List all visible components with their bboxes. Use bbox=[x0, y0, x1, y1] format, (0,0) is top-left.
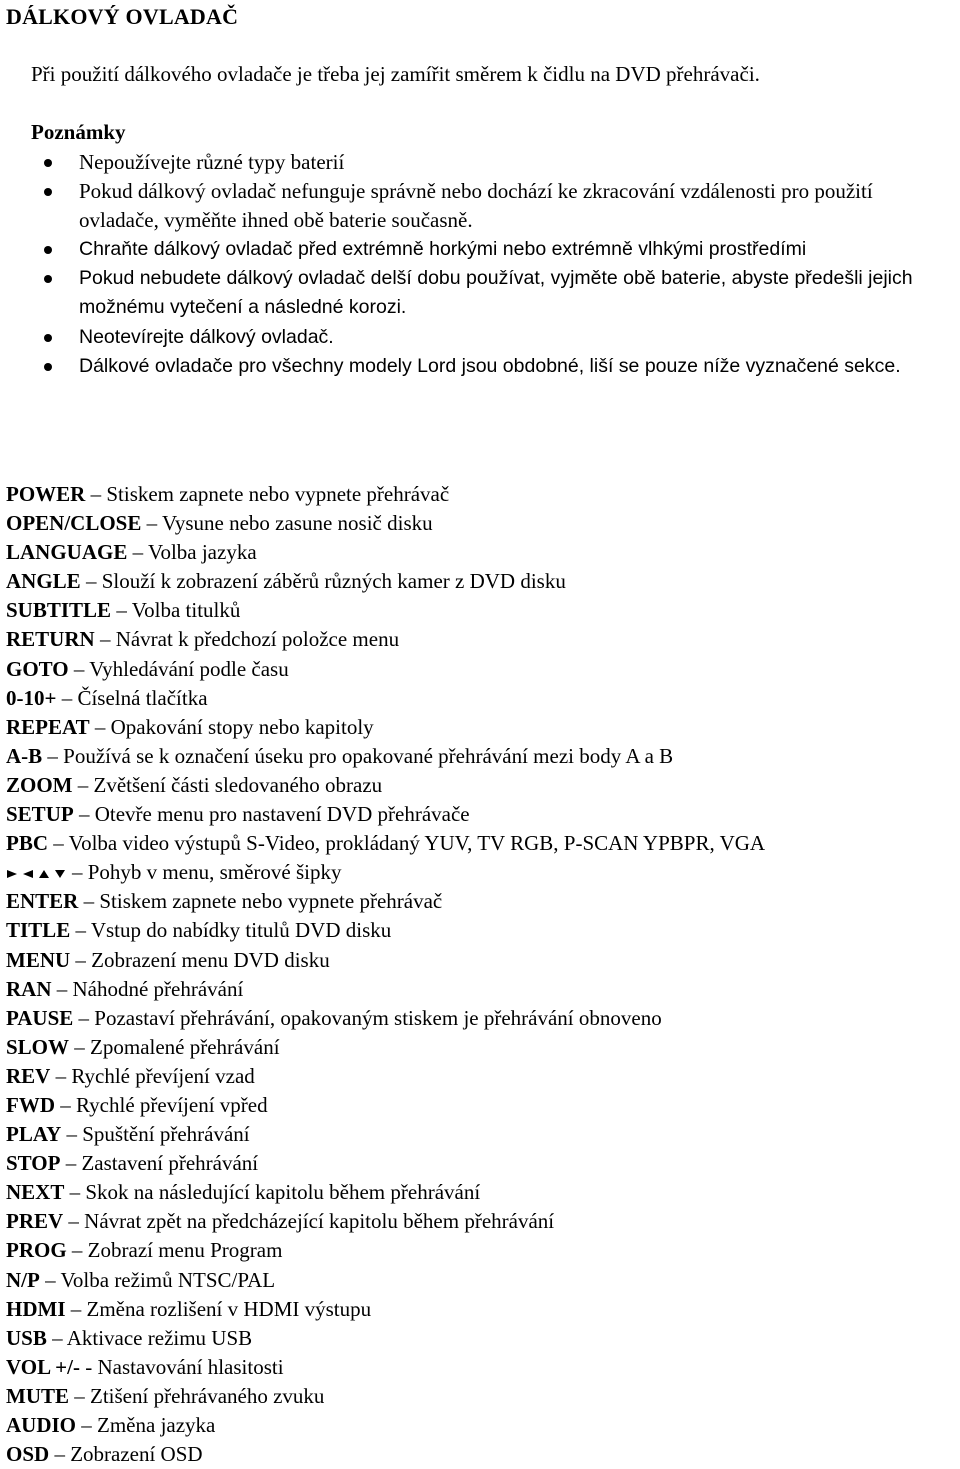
button-key: FWD bbox=[6, 1092, 55, 1117]
bullet-icon bbox=[44, 334, 52, 342]
separator: – bbox=[70, 918, 91, 943]
button-description: Vysune nebo zasune nosič disku bbox=[162, 511, 433, 536]
separator: – bbox=[72, 772, 94, 797]
button-key: NEXT bbox=[6, 1180, 65, 1205]
definition-item bbox=[6, 1295, 956, 1324]
button-key: 0-10+ bbox=[6, 685, 57, 710]
separator: – bbox=[61, 1122, 83, 1147]
separator: – bbox=[111, 598, 132, 623]
note-item bbox=[31, 235, 956, 264]
definition-item bbox=[6, 742, 956, 771]
separator: – bbox=[65, 1296, 87, 1321]
note-item bbox=[31, 323, 956, 352]
note-item bbox=[31, 177, 956, 235]
button-key: REV bbox=[6, 1063, 51, 1088]
button-description: Volba jazyka bbox=[147, 540, 257, 565]
button-description: Ztišení přehrávaného zvuku bbox=[90, 1383, 325, 1408]
definition-item bbox=[6, 1411, 956, 1440]
button-description: Pohyb v menu, směrové šipky bbox=[87, 860, 342, 885]
button-description: Slouží k zobrazení záběrů různých kamer z DVD disku bbox=[101, 569, 566, 594]
button-key: SETUP bbox=[6, 802, 74, 827]
button-key: MUTE bbox=[6, 1383, 69, 1408]
note-text: Neotevírejte dálkový ovladač. bbox=[79, 325, 334, 348]
button-key: VOL +/- bbox=[6, 1354, 80, 1379]
definition-item bbox=[6, 1178, 956, 1207]
separator: - bbox=[79, 1354, 98, 1379]
separator: – bbox=[48, 831, 69, 856]
definition-item bbox=[6, 858, 956, 887]
separator: – bbox=[80, 569, 102, 594]
button-description: Zastavení přehrávání bbox=[81, 1151, 259, 1176]
definition-item bbox=[6, 655, 956, 684]
button-key: REPEAT bbox=[6, 714, 90, 739]
button-key: PAUSE bbox=[6, 1005, 74, 1030]
button-description: Změna rozlišení v HDMI výstupu bbox=[86, 1296, 372, 1321]
separator: – bbox=[73, 802, 95, 827]
definition-item bbox=[6, 771, 956, 800]
separator: – bbox=[50, 1063, 72, 1088]
separator: – bbox=[85, 482, 107, 506]
button-description: Spuštění přehrávání bbox=[82, 1122, 250, 1147]
note-item bbox=[31, 148, 956, 177]
definition-item bbox=[6, 596, 956, 625]
button-description: Otevře menu pro nastavení DVD přehrávače bbox=[94, 802, 470, 827]
definition-item bbox=[6, 1236, 956, 1265]
note-text: Pokud nebudete dálkový ovladač delší dobu používat, vyjměte obě baterie, abyste předešli jejich možnému vytečení a následné korozi. bbox=[79, 267, 913, 319]
button-description: Náhodné přehrávání bbox=[72, 976, 244, 1001]
button-description: Stiskem zapnete nebo vypnete přehrávač bbox=[99, 889, 443, 914]
button-description: Vstup do nabídky titulů DVD disku bbox=[90, 918, 392, 943]
note-text: Chraňte dálkový ovladač před extrémně horkými nebo extrémně vlhkými prostředími bbox=[79, 238, 807, 261]
button-description: Zobrazení OSD bbox=[70, 1442, 203, 1467]
arrow-up-icon bbox=[38, 869, 50, 879]
definition-item bbox=[6, 975, 956, 1004]
button-key: LANGUAGE bbox=[6, 540, 128, 565]
button-description: Změna jazyka bbox=[97, 1413, 216, 1437]
button-description: Zobrazí menu Program bbox=[87, 1238, 283, 1263]
button-description: Rychlé převíjení vzad bbox=[71, 1063, 255, 1088]
button-key: SUBTITLE bbox=[6, 598, 112, 623]
separator: – bbox=[69, 1383, 90, 1408]
button-key: SLOW bbox=[6, 1034, 70, 1059]
definition-item bbox=[6, 800, 956, 829]
separator: – bbox=[49, 1442, 71, 1467]
definition-item bbox=[6, 1353, 956, 1382]
notes-list bbox=[31, 148, 956, 381]
button-key: ENTER bbox=[6, 889, 79, 914]
definition-item bbox=[6, 1324, 956, 1353]
button-key: GOTO bbox=[6, 656, 69, 681]
separator: – bbox=[63, 1209, 85, 1234]
definition-item bbox=[6, 1120, 956, 1149]
page-title: DÁLKOVÝ OVLADAČ bbox=[6, 4, 239, 29]
button-description: Volba titulků bbox=[131, 598, 241, 623]
button-description: Zpomalené přehrávání bbox=[90, 1034, 280, 1059]
definition-item bbox=[6, 684, 956, 713]
separator: – bbox=[70, 947, 92, 972]
separator: – bbox=[51, 976, 73, 1001]
button-key: ZOOM bbox=[6, 772, 73, 797]
separator: – bbox=[60, 1151, 82, 1176]
button-key: N/P bbox=[6, 1267, 40, 1292]
note-text: Dálkové ovladače pro všechny modely Lord jsou obdobné, liší se pouze níže vyznačené sekce. bbox=[79, 354, 901, 377]
bullet-icon bbox=[44, 159, 52, 167]
definition-item bbox=[6, 1382, 956, 1411]
separator: – bbox=[42, 743, 64, 768]
button-key: PLAY bbox=[6, 1122, 62, 1147]
button-description: Opakování stopy nebo kapitoly bbox=[110, 714, 374, 739]
button-description: Návrat k předchozí položce menu bbox=[115, 627, 400, 652]
definition-item bbox=[6, 1266, 956, 1295]
button-key: HDMI bbox=[6, 1296, 66, 1321]
button-description: Návrat zpět na předcházející kapitolu během přehrávání bbox=[84, 1209, 555, 1234]
definition-item bbox=[6, 916, 956, 945]
separator: – bbox=[68, 656, 90, 681]
button-definition-list bbox=[6, 480, 956, 1469]
button-description: Používá se k označení úseku pro opakované přehrávání mezi body A a B bbox=[63, 743, 674, 768]
button-description: Číselná tlačítka bbox=[77, 685, 208, 710]
button-key: PROG bbox=[6, 1238, 67, 1263]
separator: – bbox=[78, 889, 100, 914]
button-description: Zvětšení části sledovaného obrazu bbox=[93, 772, 383, 797]
separator: – bbox=[72, 860, 88, 885]
separator: – bbox=[39, 1267, 61, 1292]
note-item bbox=[31, 264, 956, 322]
definition-item bbox=[6, 567, 956, 596]
bullet-icon bbox=[44, 246, 52, 254]
separator: – bbox=[89, 714, 111, 739]
separator: – bbox=[66, 1238, 88, 1263]
button-description: Rychlé převíjení vpřed bbox=[76, 1092, 268, 1117]
definition-item bbox=[6, 1062, 956, 1091]
button-description: Volba režimů NTSC/PAL bbox=[60, 1267, 276, 1292]
separator: – bbox=[127, 540, 148, 565]
button-key: A-B bbox=[6, 743, 43, 768]
definition-item bbox=[6, 1207, 956, 1236]
button-description: Stiskem zapnete nebo vypnete přehrávač bbox=[106, 482, 450, 506]
definition-item bbox=[6, 625, 956, 654]
button-description: Volba video výstupů S-Video, prokládaný YUV, TV RGB, P-SCAN YPBPR, VGA bbox=[68, 831, 766, 856]
definition-item bbox=[6, 887, 956, 916]
separator: – bbox=[69, 1034, 91, 1059]
separator: – bbox=[56, 685, 78, 710]
separator: – bbox=[64, 1180, 86, 1205]
button-description: Zobrazení menu DVD disku bbox=[91, 947, 330, 972]
note-text: Pokud dálkový ovladač nefunguje správně nebo dochází ke zkracování vzdálenosti pro použití ovladače, vyměňte ihned obě baterie současně. bbox=[79, 179, 873, 233]
separator: – bbox=[55, 1092, 76, 1117]
button-key: PBC bbox=[6, 831, 48, 856]
definition-item bbox=[6, 1440, 956, 1469]
definition-item bbox=[6, 538, 956, 567]
button-description: Nastavování hlasitosti bbox=[97, 1354, 284, 1379]
definition-item bbox=[6, 509, 956, 538]
button-key: POWER bbox=[6, 482, 86, 506]
button-key: PREV bbox=[6, 1209, 64, 1234]
arrow-right-icon bbox=[6, 869, 18, 879]
definition-item bbox=[6, 946, 956, 975]
direction-arrows bbox=[6, 869, 66, 879]
definition-item bbox=[6, 480, 956, 509]
button-key: MENU bbox=[6, 947, 71, 972]
button-key: RAN bbox=[6, 976, 52, 1001]
separator: – bbox=[73, 1005, 95, 1030]
arrow-left-icon bbox=[22, 869, 34, 879]
separator: – bbox=[94, 627, 116, 652]
definition-item bbox=[6, 1004, 956, 1033]
button-description: Skok na následující kapitolu během přehrávání bbox=[85, 1180, 481, 1205]
definition-item bbox=[6, 1033, 956, 1062]
separator: – bbox=[76, 1413, 98, 1437]
button-key: STOP bbox=[6, 1151, 61, 1176]
arrow-down-icon bbox=[54, 869, 66, 879]
button-key: AUDIO bbox=[6, 1413, 77, 1437]
bullet-icon bbox=[44, 275, 52, 283]
button-description: Aktivace režimu USB bbox=[66, 1325, 253, 1350]
bullet-icon bbox=[44, 188, 52, 196]
note-text: Nepoužívejte různé typy baterií bbox=[79, 150, 345, 174]
button-key: USB bbox=[6, 1325, 47, 1350]
button-key: RETURN bbox=[6, 627, 95, 652]
definition-item bbox=[6, 713, 956, 742]
separator: – bbox=[46, 1325, 67, 1350]
intro-paragraph: Při použití dálkového ovladače je třeba jej zamířit směrem k čidlu na DVD přehrávači. bbox=[31, 62, 760, 86]
button-key: OSD bbox=[6, 1442, 50, 1467]
button-key: TITLE bbox=[6, 918, 71, 943]
separator: – bbox=[141, 511, 162, 536]
definition-item bbox=[6, 1149, 956, 1178]
definition-item bbox=[6, 829, 956, 858]
button-description: Vyhledávání podle času bbox=[89, 656, 289, 681]
bullet-icon bbox=[44, 363, 52, 371]
definition-item bbox=[6, 1091, 956, 1120]
button-description: Pozastaví přehrávání, opakovaným stiskem je přehrávání obnoveno bbox=[94, 1005, 662, 1030]
button-key: OPEN/CLOSE bbox=[6, 511, 142, 536]
button-key: ANGLE bbox=[6, 569, 81, 594]
notes-heading: Poznámky bbox=[31, 120, 126, 144]
note-item bbox=[31, 352, 956, 381]
